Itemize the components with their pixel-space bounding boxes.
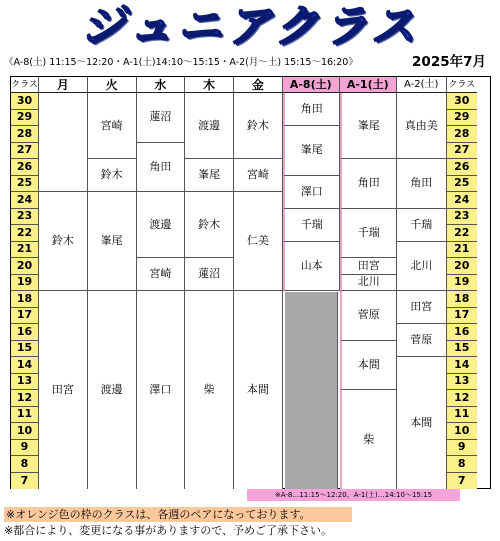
slot-a2-5: 田宮 [397,291,447,324]
slot-a1-7: 本間 [340,341,397,391]
slot-wed-1: 蓮沼 [137,93,186,143]
slot-a8-2: 峯尾 [283,126,340,176]
month-label: 2025年7月 [412,54,486,70]
slot-a1-2: 角田 [340,159,397,209]
slot-a2-2: 角田 [397,159,447,209]
level-number-left: 26 [11,159,39,176]
header-a1: A-1(土) [340,77,397,93]
level-number-right: 11 [447,407,477,424]
slot-thu-4: 蓮沼 [185,258,234,291]
slot-a8-4: 千瑞 [283,209,340,242]
level-number-left: 15 [11,341,39,358]
class-header-left: クラス [11,77,39,93]
slot-tue-4: 渡邊 [88,291,137,489]
class-times: 《A-8(土) 11:15～12:20・A-1(土)14:10～15:15・A-2(月～土) 15:15～16:20》 [4,57,358,68]
slot-fri-2: 宮崎 [234,159,283,192]
level-number-left: 21 [11,242,39,259]
level-number-right: 22 [447,225,477,242]
level-number-left: 16 [11,324,39,341]
slot-a8-3: 澤口 [283,176,340,209]
schedule-table [10,76,491,489]
level-number-right: 27 [447,143,477,160]
slot-a1-6: 菅原 [340,291,397,341]
level-number-right: 16 [447,324,477,341]
slot-a2-3: 千瑞 [397,209,447,242]
slot-a2-7: 本間 [397,357,447,489]
level-number-left: 23 [11,209,39,226]
level-number-left: 28 [11,126,39,143]
slot-a8-1: 角田 [283,93,340,126]
level-number-left: 19 [11,275,39,292]
page-title: ジュニアクラス [80,1,420,52]
level-number-left: 18 [11,291,39,308]
level-number-left: 25 [11,176,39,193]
slot-fri-1: 鈴木 [234,93,283,159]
slot-wed-3: 渡邊 [137,192,186,258]
slot-a8-5: 山本 [283,242,340,292]
level-number-left: 10 [11,423,39,440]
level-number-right: 9 [447,440,477,457]
level-number-right: 19 [447,275,477,292]
level-number-right: 30 [447,93,477,110]
header-a8: A-8(土) [283,77,340,93]
level-number-right: 28 [447,126,477,143]
level-number-left: 8 [11,456,39,473]
level-number-right: 18 [447,291,477,308]
level-number-left: 30 [11,93,39,110]
level-number-right: 7 [447,473,477,490]
level-number-left: 27 [11,143,39,160]
slot-a1-5: 北川 [340,275,397,292]
slot-wed-5: 澤口 [137,291,186,489]
slot-a8-empty [285,292,338,489]
level-number-right: 17 [447,308,477,325]
level-number-left: 29 [11,110,39,127]
level-number-left: 9 [11,440,39,457]
level-number-left: 17 [11,308,39,325]
level-number-right: 10 [447,423,477,440]
slot-tue-1: 宮崎 [88,93,137,159]
slot-thu-5: 柴 [185,291,234,489]
level-number-left: 13 [11,374,39,391]
level-number-right: 26 [447,159,477,176]
level-number-left: 22 [11,225,39,242]
slot-mon-bot: 田宮 [39,291,88,489]
slot-fri-3: 仁美 [234,192,283,291]
level-number-left: 7 [11,473,39,490]
level-number-left: 24 [11,192,39,209]
slot-thu-1: 渡邊 [185,93,234,159]
slot-tue-2: 鈴木 [88,159,137,192]
slot-mon-empty [39,93,88,192]
level-number-right: 13 [447,374,477,391]
level-number-right: 14 [447,357,477,374]
level-number-right: 15 [447,341,477,358]
slot-a1-8: 柴 [340,390,397,489]
slot-fri-4: 本間 [234,291,283,489]
level-number-right: 24 [447,192,477,209]
header-fri: 金 [234,77,283,93]
level-number-left: 11 [11,407,39,424]
slot-wed-2: 角田 [137,143,186,193]
slot-thu-3: 鈴木 [185,192,234,258]
level-number-left: 20 [11,258,39,275]
level-number-right: 20 [447,258,477,275]
header-mon: 月 [39,77,88,93]
level-number-right: 8 [447,456,477,473]
level-number-right: 25 [447,176,477,193]
level-number-right: 29 [447,110,477,127]
level-number-left: 14 [11,357,39,374]
slot-a1-3: 千瑞 [340,209,397,259]
class-header-right: クラス [447,77,477,93]
header-wed: 水 [137,77,186,93]
header-thu: 木 [185,77,234,93]
slot-a1-4: 田宮 [340,258,397,275]
level-number-right: 12 [447,390,477,407]
slot-tue-3: 峯尾 [88,192,137,291]
slot-thu-2: 峯尾 [185,159,234,192]
header-a2: A-2(土) [397,77,447,93]
footer-note-pair: ※オレンジ色の枠のクラスは、各週のペアになっております。 [4,507,352,522]
slot-a2-4: 北川 [397,242,447,292]
level-number-left: 12 [11,390,39,407]
slot-mon-mid: 鈴木 [39,192,88,291]
time-note: ※A-8…11:15～12:20、A-1(土)…14:10～15:15 [247,489,460,501]
header-tue: 火 [88,77,137,93]
footer-note-change: ※都合により、変更になる事がありますので、予めご了承下さい。 [4,524,332,537]
slot-wed-4: 宮崎 [137,258,186,291]
slot-a2-6: 菅原 [397,324,447,357]
level-number-right: 21 [447,242,477,259]
level-number-right: 23 [447,209,477,226]
slot-a2-1: 真由美 [397,93,447,159]
slot-a1-1: 峯尾 [340,93,397,159]
